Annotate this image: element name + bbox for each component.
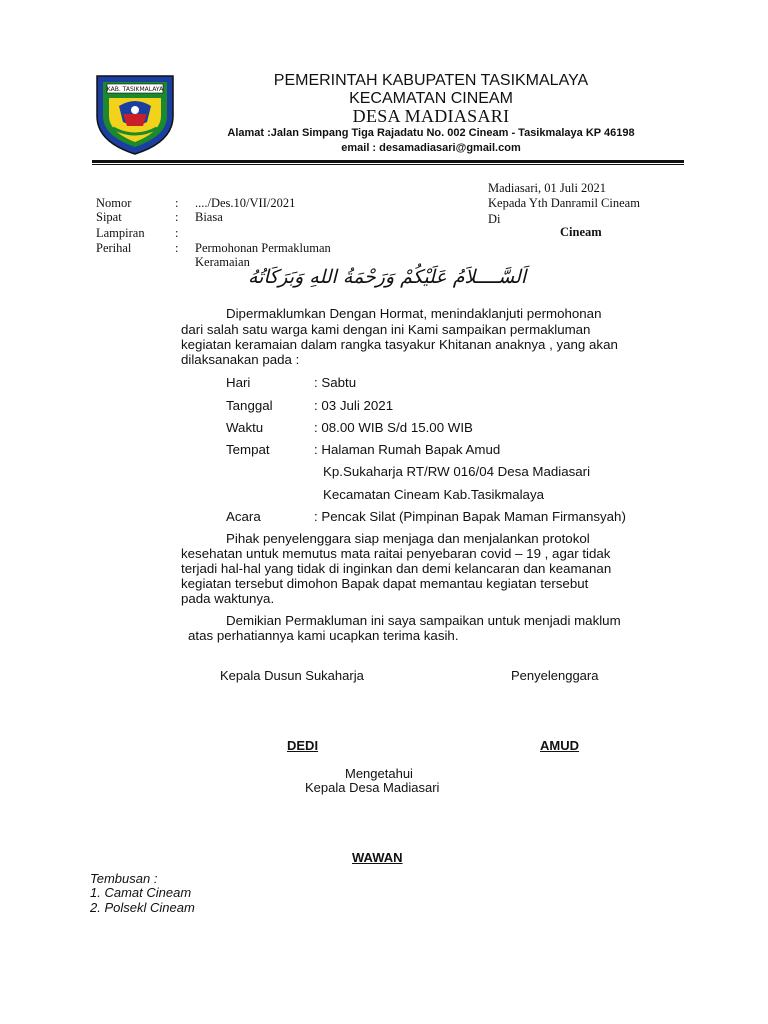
paragraph1-line1: Dipermaklumkan Dengan Hormat, menindaklanjuti permohonan — [226, 306, 602, 321]
cc-title: Tembusan : — [90, 871, 158, 886]
date-place: Madiasari, 01 Juli 2021 — [488, 181, 607, 195]
meta-value-nomor: ..../Des.10/VII/2021 — [195, 196, 296, 210]
greeting-arabic: اَلسَّــــلاَمُ عَلَيْكُمْ وَرَحْمَةُ اللهِ وَبَرَكَاتُهُ — [248, 266, 527, 288]
signature-right-title: Penyelenggara — [511, 668, 599, 683]
paragraph3-line1: Demikian Permakluman ini saya sampaikan untuk menjadi maklum — [226, 613, 621, 628]
paragraph2-line4: kegiatan tersebut dimohon Bapak dapat memantau kegiatan tersebut — [181, 576, 589, 591]
letterhead-email: email : desamadiasari@gmail.com — [341, 142, 521, 154]
detail-value-hari: : Sabtu — [314, 375, 357, 390]
meta-label-sipat: Sipat — [96, 210, 122, 224]
acknowledgement-line1: Mengetahui — [345, 766, 413, 781]
letterhead-subdistrict: KECAMATAN CINEAM — [349, 90, 513, 107]
detail-value-acara: : Pencak Silat (Pimpinan Bapak Maman Firmansyah) — [314, 509, 626, 524]
paragraph3-line2: atas perhatiannya kami ucapkan terima kasih. — [188, 628, 459, 643]
letterhead-divider-thin — [92, 164, 684, 165]
meta-sep-perihal: : — [175, 241, 179, 255]
detail-value-waktu: : 08.00 WIB S/d 15.00 WIB — [314, 420, 473, 435]
detail-label-acara: Acara — [226, 509, 261, 524]
detail-label-waktu: Waktu — [226, 420, 264, 435]
signature-right-name: AMUD — [540, 738, 579, 753]
recipient-line3: Cineam — [560, 225, 602, 239]
meta-sep-lampiran: : — [175, 226, 179, 240]
cc-item: 2. Polsekl Cineam — [90, 900, 195, 915]
signature-left-title: Kepala Dusun Sukaharja — [220, 668, 364, 683]
meta-value-sipat: Biasa — [195, 210, 223, 224]
detail-label-tanggal: Tanggal — [226, 398, 273, 413]
meta-value-perihal: Permohonan Permakluman — [195, 241, 331, 255]
cc-item: 1. Camat Cineam — [90, 885, 192, 900]
paragraph1-line2: dari salah satu warga kami dengan ini Kami sampaikan permakluman — [181, 322, 591, 337]
recipient-line2: Di — [488, 212, 501, 226]
letterhead-divider-thick — [92, 160, 684, 163]
meta-sep-nomor: : — [175, 196, 179, 210]
paragraph1-line3: kegiatan keramaian dalam rangka tasyakur Khitanan anaknya , yang akan — [181, 337, 618, 352]
paragraph2-line5: pada waktunya. — [181, 591, 275, 606]
detail-label-tempat: Tempat — [226, 442, 270, 457]
recipient-line1: Kepada Yth Danramil Cineam — [488, 196, 640, 210]
detail-label-hari: Hari — [226, 375, 251, 390]
signature-left-name: DEDI — [287, 738, 319, 753]
detail-value-tempat: : Halaman Rumah Bapak Amud — [314, 442, 501, 457]
logo-text: KAB. TASIKMALAYA — [106, 86, 164, 93]
meta-sep-sipat: : — [175, 210, 179, 224]
letterhead-address: Alamat :Jalan Simpang Tiga Rajadatu No. 002 Cineam - Tasikmalaya KP 46198 — [227, 127, 635, 139]
acknowledgement-line2: Kepala Desa Madiasari — [305, 780, 440, 795]
paragraph2-line3: terjadi hal-hal yang tidak di inginkan dan demi kelancaran dan keamanan — [181, 561, 612, 576]
paragraph2-line2: kesehatan untuk memutus mata raitai penyebaran covid – 19 , agar tidak — [181, 546, 611, 561]
detail-value-address2: Kecamatan Cineam Kab.Tasikmalaya — [323, 487, 544, 502]
signature-head-name: WAWAN — [352, 850, 403, 865]
letterhead-government: PEMERINTAH KABUPATEN TASIKMALAYA — [273, 72, 589, 89]
meta-label-nomor: Nomor — [96, 196, 132, 210]
meta-label-perihal: Perihal — [96, 241, 132, 255]
meta-label-lampiran: Lampiran — [96, 226, 145, 240]
paragraph1-line4: dilaksanakan pada : — [181, 352, 300, 367]
letterhead-village: DESA MADIASARI — [352, 106, 510, 126]
detail-value-address1: Kp.Sukaharja RT/RW 016/04 Desa Madiasari — [323, 464, 591, 479]
meta-value-perihal-cont: Keramaian — [195, 255, 250, 269]
paragraph2-line1: Pihak penyelenggara siap menjaga dan menjalankan protokol — [226, 531, 590, 546]
detail-value-tanggal: : 03 Juli 2021 — [314, 398, 394, 413]
